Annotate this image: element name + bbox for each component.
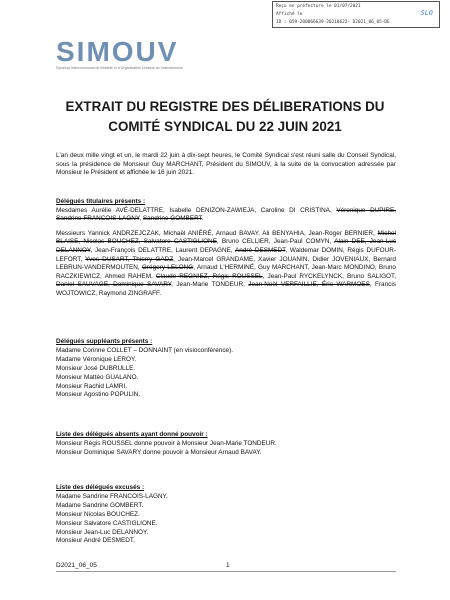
prefecture-stamp (272, 1, 440, 28)
list-item: Madame Sandrine GOMBERT. (56, 501, 144, 509)
struck-names: Claude REGNIEZ, Régis ROUSSEL (155, 272, 263, 280)
struck-names: Grégory LELONG (141, 264, 194, 272)
absents-section (56, 431, 396, 458)
intro-paragraph: L'an deux mille vingt et un, le mardi 22 juin à dix-sept heures, le Comité Syndical s'est réuni salle du Conseil Syndical, sous la présidence de Monsieur Guy MARCHANT, Président du SIMOUV, à la suite de la convocation adressée par Monsieur le Président et affichée le 16 juin 2021. (56, 152, 396, 177)
simouv-logo (56, 36, 206, 70)
struck-names: Véronique DUPIRE, Sandrine FRANCOIS-LAGNY (56, 206, 396, 223)
text-run: , Jean-Marcel GRANDAME, Xavier JOUANIN, Didier JOVENIAUX, Bernard LEBRUN-VANDERMOUTEN, (56, 255, 396, 272)
text-run: , Arnaud L'HERMINÉ, Guy MARCHANT, Jean-Marc MONDINO, Bruno RACZKIEWICZ, Ahmed RAHEM, (56, 264, 396, 280)
text-run: , Jean-François DELATTRE, Laurent DEPAGNE, (90, 246, 236, 254)
list-item: Monsieur Dominique SAVARY donne pouvoir à Monsieur Arnaud BAVAY. (56, 448, 262, 456)
suppleants-heading: Délégués suppléants présents : (56, 338, 153, 345)
list-item: Monsieur Régis ROUSSEL donne pouvoir à Monsieur Jean-Marie TONDEUR. (56, 439, 277, 447)
list-item: Monsieur Salvatore CASTIGLIONE. (56, 519, 158, 527)
list-item: Monsieur José DUBRULLE. (56, 364, 136, 372)
text-run: , Waldemar DOMIN, Régis DUFOUR-LEFORT, (56, 246, 396, 263)
document-title-line-2: COMITÉ SYNDICAL DU 22 JUIN 2021 (108, 119, 342, 134)
text-run: , Bruno CELLIER, Jean-Paul COMYN, (216, 238, 335, 246)
logo-wordmark: SIMOUV (56, 36, 179, 67)
list-item: Monsieur Nicolas BOUCHEZ. (56, 510, 140, 518)
list-item: Monsieur André DESMEDT. (56, 537, 135, 545)
titulaires-messieurs (56, 230, 396, 299)
struck-names: Jean-Noël VERFAILLIE, Éric WARMOES (248, 281, 370, 289)
list-item: Madame Sandrine FRANCOIS-LAGNY. (56, 492, 168, 500)
list-item: Monsieur Agostino POPULIN. (56, 391, 141, 399)
excuses-heading: Liste des délégués excusés : (56, 484, 145, 491)
logo-tagline: Syndicat Intercommunal de Mobilité et d'Organisation Urbaine du Valenciennois (56, 66, 183, 70)
list-item: Monsieur Jean-Luc DELANNOY. (56, 528, 149, 536)
struck-names: Michel BLAISE, Nicolas BOUCHEZ, Salvatore CASTIGLIONE (56, 229, 396, 246)
text-run: Messieurs Yannick ANDRZEJCZAK, Michaël ANIÉRÉ, Arnaud BAVAY, Ali BENYAHIA, Jean-Roger BERNIER, (56, 229, 378, 237)
struck-names: André DESMEDT (235, 246, 286, 254)
document-title-line-1: EXTRAIT DU REGISTRE DES DÉLIBERATIONS DU (65, 99, 385, 114)
list-item: Madame Corinne COLLET – DONNAINT (en visioconférence). (56, 346, 233, 354)
struck-names: Daniel SAUVAGE, Dominique SAVARY (56, 281, 172, 289)
text-run: Mesdames Aurélie AVÉ-DELATTRE, Isabelle DENIZON-ZAWIEJA, Caroline DI CRISTINA, (56, 206, 337, 214)
text-run: , Jean-Marie TONDEUR, (171, 281, 249, 289)
struck-names: Yves DUSART, Thierry GADZ (85, 255, 174, 263)
footer-divider (56, 571, 396, 572)
list-item: Madame Véronique LEROY. (56, 355, 137, 363)
text-run: , Jean-Paul RYCKELYNCK, Bruno SALIGOT, (262, 272, 396, 280)
list-item: Monsieur Rachid LAMRI. (56, 382, 128, 390)
suppleants-section (56, 338, 396, 400)
stamp-received-line: Reçu en préfecture le 01/07/2021 (276, 4, 361, 9)
excuses-section (56, 484, 396, 546)
absents-heading: Liste des délégués absents ayant donné pouvoir : (56, 431, 208, 438)
titulaires-heading: Délégués titulaires présents : (56, 198, 146, 205)
stamp-mark: SLO (420, 9, 433, 17)
struck-names: Sandrine GOMBERT (142, 215, 202, 223)
stamp-posted-line: Affiché le (276, 12, 303, 17)
titulaires-section (56, 198, 396, 299)
text-run: . (201, 215, 204, 223)
document-reference: D2021_06_05 (56, 562, 97, 569)
titulaires-mesdames (56, 207, 396, 224)
text-run: , Francis WOJTOWICZ, Raymond ZINGRAFF. (56, 281, 396, 297)
list-item: Monsieur Mattéo GUALANO. (56, 373, 139, 381)
page-number: 1 (226, 562, 230, 569)
stamp-id-line: ID : 059-200066639-20210622- D2021_06_05-DE (276, 20, 390, 25)
struck-names: Alain DEE, Jean-Luc DELANNOY (56, 238, 397, 254)
text-run: , (139, 215, 143, 223)
